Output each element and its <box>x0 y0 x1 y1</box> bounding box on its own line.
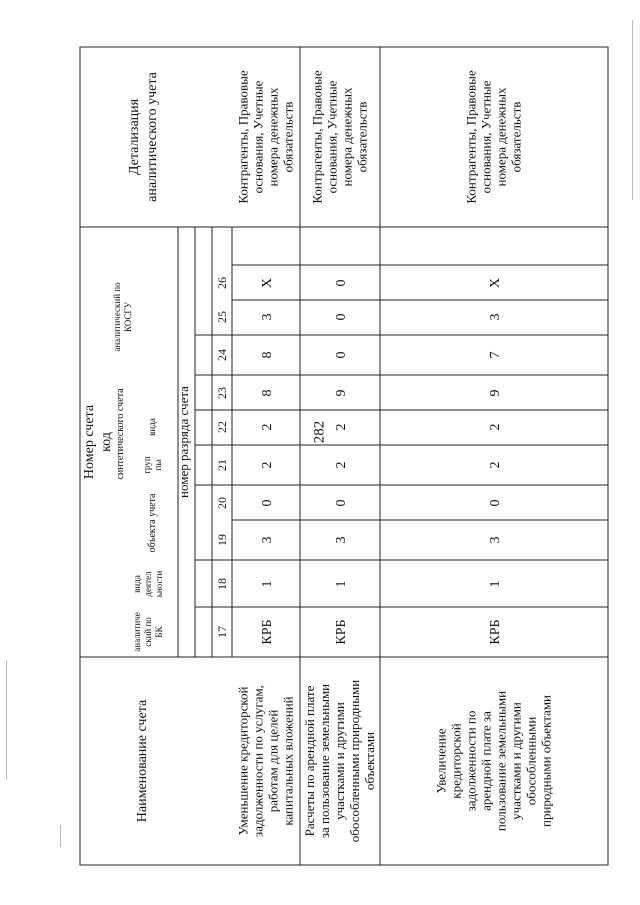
cell-value: 1 <box>334 580 349 588</box>
header-analytic-bk: аналитический поБК <box>132 612 164 652</box>
digit-label: 22 <box>215 421 229 433</box>
cell-value: 0 <box>334 351 349 359</box>
header-kind: вида <box>147 418 157 436</box>
digit-label: 19 <box>215 534 229 546</box>
cell-value: 0 <box>334 499 349 507</box>
cell-value: КРБ <box>334 619 349 645</box>
cell-value: 3 <box>260 536 275 544</box>
cell-value: 3 <box>488 536 503 544</box>
cell-value: 0 <box>260 499 275 507</box>
cell-value: 0 <box>488 499 503 507</box>
header-activity-type: видадеятельности <box>132 570 164 598</box>
digit-label: 20 <box>215 497 229 509</box>
header-synthetic: синтетического счета <box>115 388 126 480</box>
cell-value: 3 <box>334 536 349 544</box>
header-digit-number: номер разряда счета <box>176 386 191 498</box>
cell-value: 7 <box>488 351 503 359</box>
cell-value: 8 <box>260 389 275 397</box>
account-table <box>80 47 608 865</box>
digit-label: 25 <box>215 311 229 323</box>
digit-row <box>215 277 229 638</box>
row-name: Расчеты по арендной платеза пользование земельнымиучастками и другимиобособленными природнымиобъектами <box>302 679 377 843</box>
cell-value: 3 <box>260 313 275 321</box>
cell-value: 8 <box>260 351 275 359</box>
cell-value: 2 <box>488 423 503 431</box>
digit-label: 24 <box>215 349 229 361</box>
cell-value: X <box>260 277 275 289</box>
row-detail: Контрагенты, Правовыеоснования, Учетныеномера денежныхобязательств <box>463 70 524 204</box>
cell-value: КРБ <box>488 619 503 645</box>
header-account-number: Номер счета <box>82 404 97 480</box>
data-rows <box>236 70 554 842</box>
cell-value: КРБ <box>260 619 275 645</box>
cell-value: 2 <box>488 461 503 469</box>
cell-value: X <box>488 277 503 289</box>
cell-value: 0 <box>334 279 349 287</box>
cell-value: 2 <box>260 461 275 469</box>
cell-value: 9 <box>334 389 349 397</box>
header-group: группы <box>142 456 163 474</box>
header-analytic-kosgu: аналитический поКОСГУ <box>112 282 133 352</box>
cell-value: 2 <box>334 461 349 469</box>
cell-value: 2 <box>260 423 275 431</box>
digit-label: 21 <box>215 459 229 471</box>
cell-value: 1 <box>488 580 503 588</box>
cell-value: 9 <box>488 389 503 397</box>
cell-value: 0 <box>334 313 349 321</box>
digit-label: 26 <box>215 277 229 289</box>
header-detail: Детализация аналитического учета <box>127 72 160 202</box>
cell-value: 2 <box>334 423 349 431</box>
row-detail: Контрагенты, Правовыеоснования, Учетныеномера денежныхобязательств <box>235 70 296 204</box>
digit-label: 18 <box>215 578 229 590</box>
digit-label: 17 <box>215 626 229 638</box>
header-name: Наименование счета <box>135 699 150 823</box>
row-detail: Контрагенты, Правовыеоснования, Учетныеномера денежныхобязательств <box>309 70 370 204</box>
digit-label: 23 <box>215 387 229 399</box>
page-number: 282 <box>311 420 328 444</box>
row-name: Уменьшение кредиторскойзадолженности по услугам,работам для целейкапитальных вложений <box>235 685 296 837</box>
cell-value: 3 <box>488 313 503 321</box>
header-code: код <box>99 432 114 452</box>
row-name: Увеличениекредиторскойзадолженности поарендной плате запользование земельнымиучастками и другимиобособленнымиприродными объектами <box>433 690 554 832</box>
header-object-type: объекта учета <box>147 493 158 553</box>
cell-value: 1 <box>260 580 275 588</box>
